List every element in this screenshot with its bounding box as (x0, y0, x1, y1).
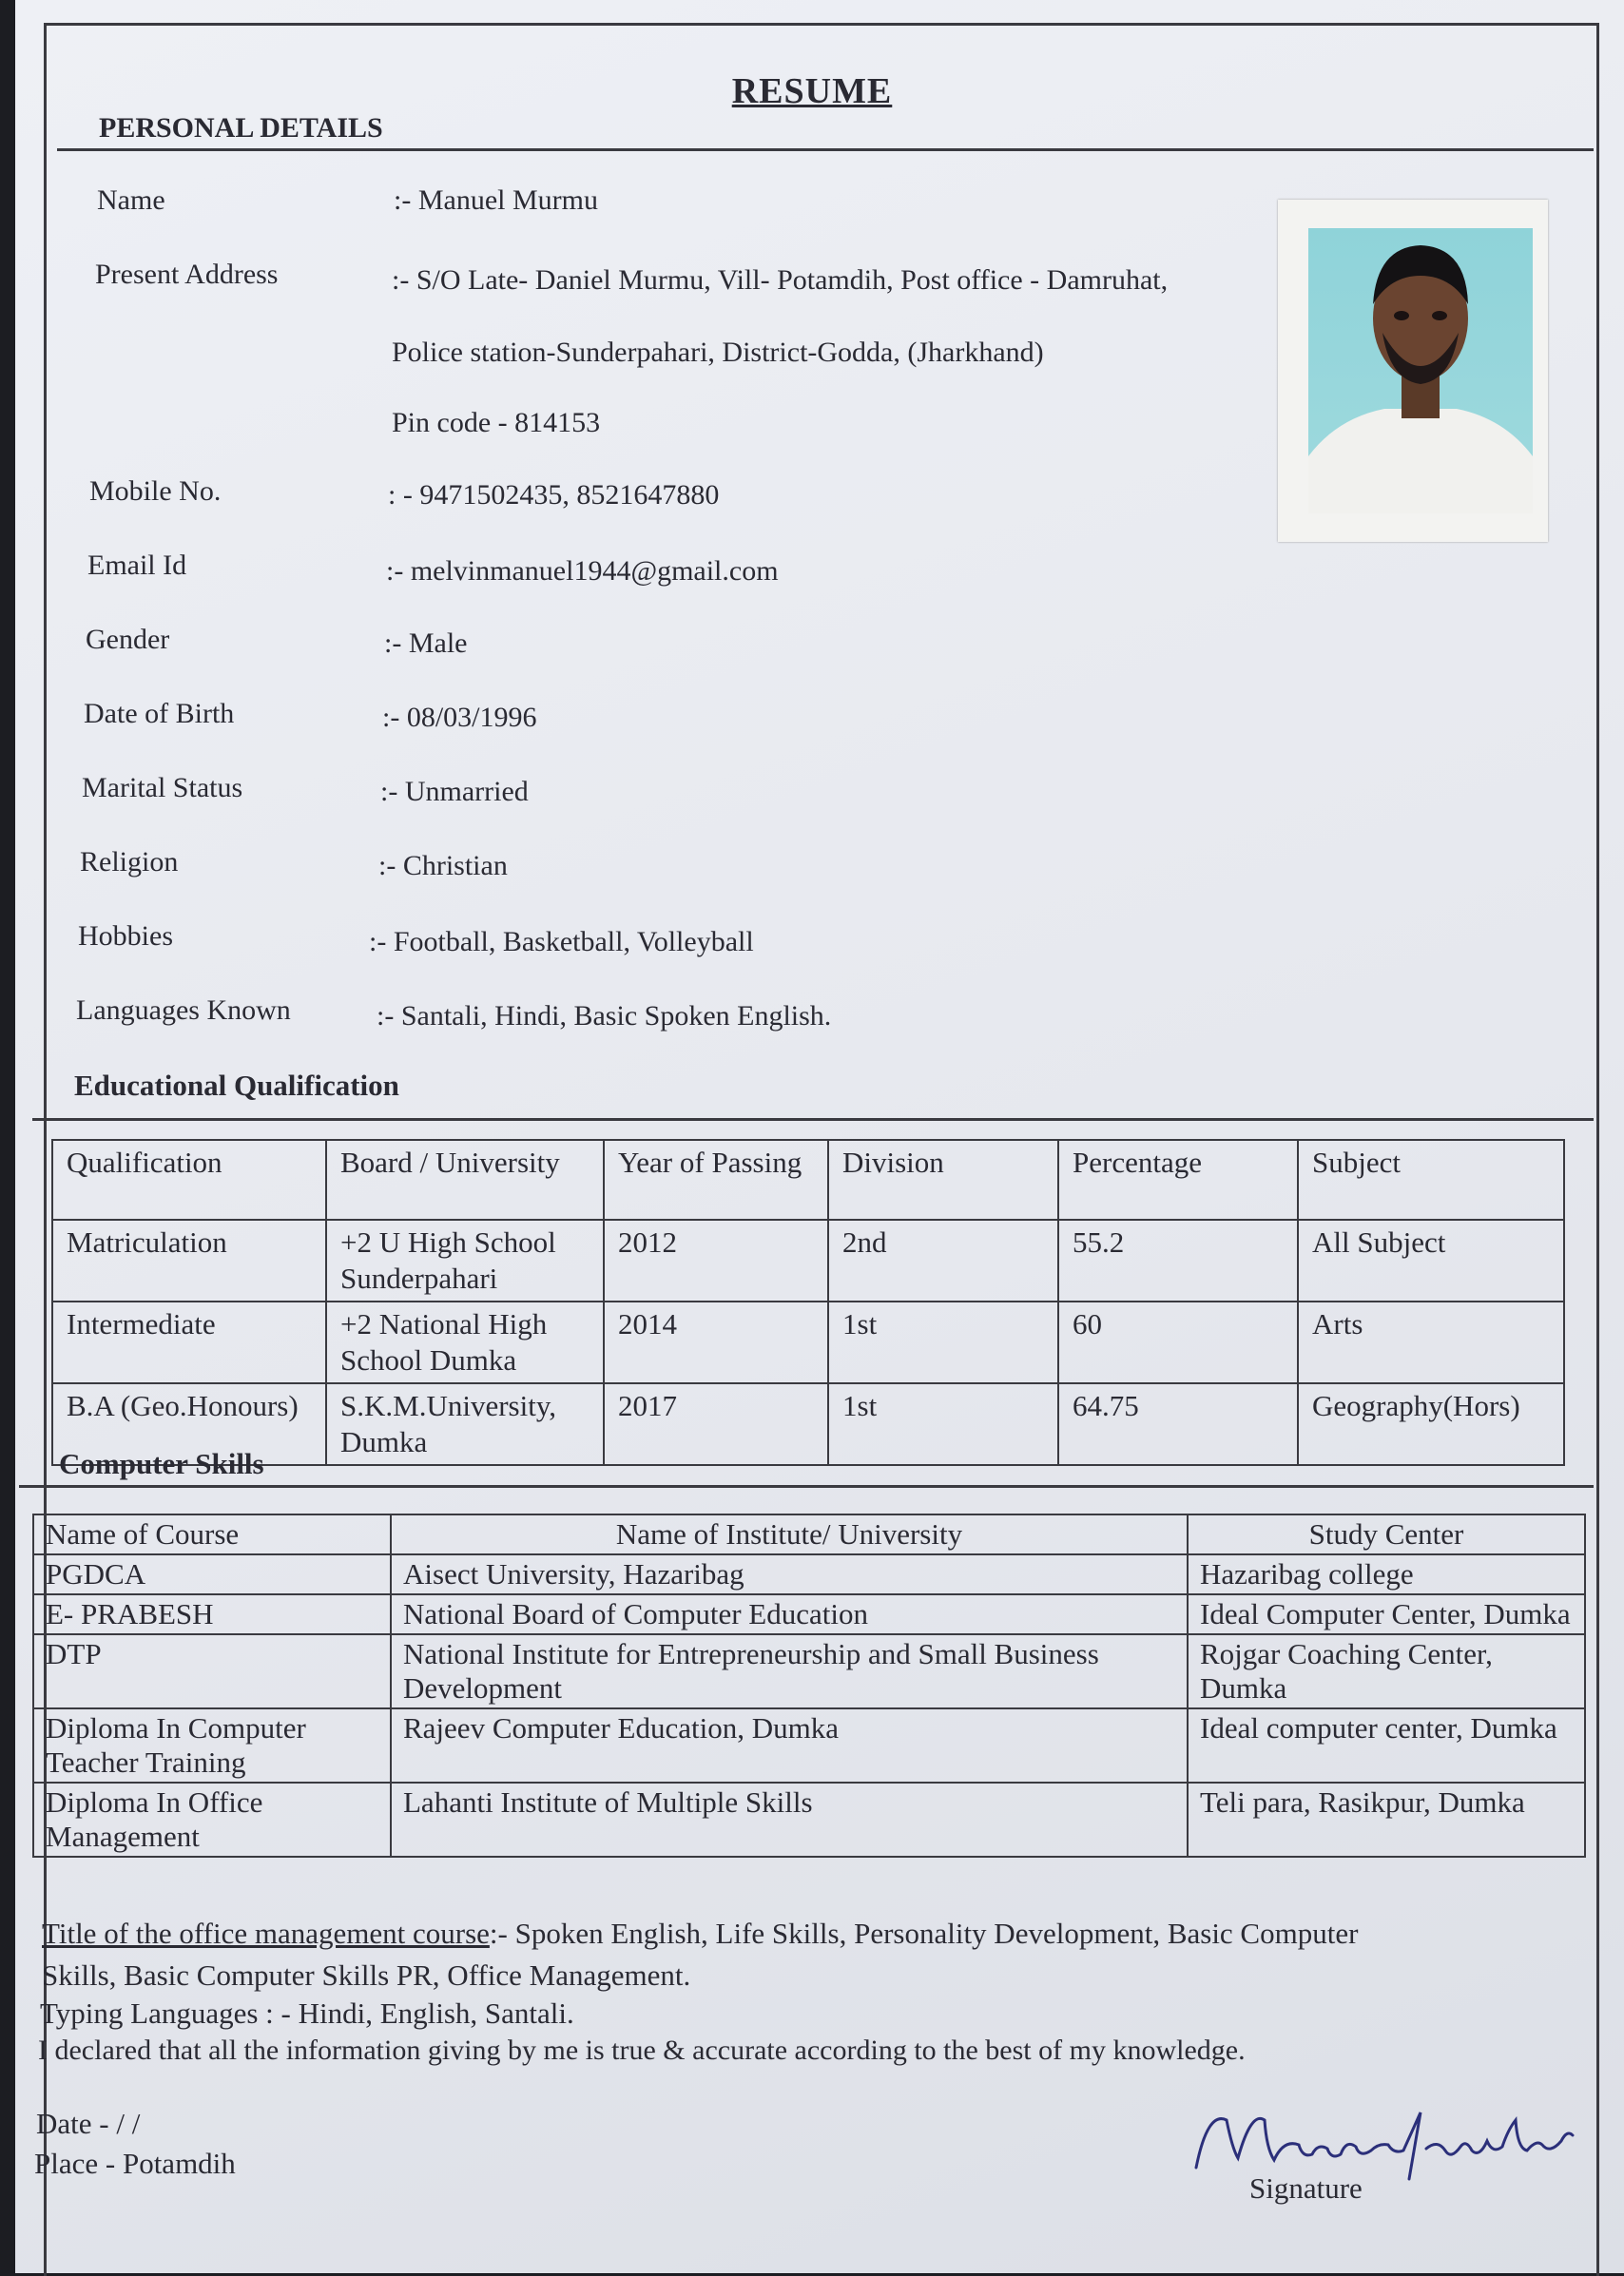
declaration: I declared that all the information giving by me is true & accurate according to the best of my knowledge. (38, 2035, 1246, 2066)
division-cell: 1st (828, 1302, 1058, 1383)
education-header-row (52, 1140, 1564, 1220)
header-rule (57, 148, 1594, 151)
education-heading: Educational Qualification (74, 1069, 399, 1102)
board-cell: S.K.M.University, Dumka (326, 1383, 604, 1465)
division-cell: 2nd (828, 1220, 1058, 1302)
languages-label: Languages Known (76, 994, 291, 1026)
mobile-label: Mobile No. (89, 475, 222, 507)
header-subject: Subject (1298, 1140, 1564, 1220)
subject-cell: Geography(Hors) (1298, 1383, 1564, 1465)
education-table (51, 1139, 1565, 1466)
institute-cell: National Board of Computer Education (391, 1594, 1188, 1634)
marital-label: Marital Status (82, 772, 243, 803)
study-center-cell: Hazaribag college (1188, 1554, 1585, 1594)
subject-cell: Arts (1298, 1302, 1564, 1383)
study-center-cell: Teli para, Rasikpur, Dumka (1188, 1783, 1585, 1857)
institute-cell: National Institute for Entrepreneurship and Small Business Development (391, 1634, 1188, 1708)
email-label: Email Id (87, 550, 187, 581)
religion-value: :- Christian (378, 850, 508, 881)
photo-image (1308, 228, 1533, 513)
course-cell: Diploma In Office Management (33, 1783, 391, 1857)
handwritten-signature-icon (1189, 2092, 1588, 2187)
table-row (33, 1554, 1585, 1594)
address-label: Present Address (95, 259, 279, 290)
dob-label: Date of Birth (84, 698, 235, 729)
qualification-cell: Intermediate (52, 1302, 326, 1383)
resume-title: RESUME (731, 71, 893, 111)
table-row (33, 1594, 1585, 1634)
course-title-text: :- Spoken English, Life Skills, Personality Development, Basic Computer (489, 1917, 1359, 1950)
address-line-1: :- S/O Late- Daniel Murmu, Vill- Potamdih, Post office - Damruhat, (392, 264, 1169, 296)
computer-skills-heading: Computer Skills (59, 1447, 264, 1480)
course-cell: DTP (33, 1634, 391, 1708)
qualification-cell: B.A (Geo.Honours) (52, 1383, 326, 1465)
table-row (52, 1383, 1564, 1465)
address-line-2: Police station-Sunderpahari, District-Godda, (Jharkhand) (392, 337, 1044, 368)
header-percentage: Percentage (1058, 1140, 1298, 1220)
address-line-3: Pin code - 814153 (392, 407, 601, 438)
header-qualification: Qualification (52, 1140, 326, 1220)
email-value: :- melvinmanuel1944@gmail.com (386, 555, 779, 587)
header-division: Division (828, 1140, 1058, 1220)
hobbies-label: Hobbies (78, 920, 173, 952)
percentage-cell: 64.75 (1058, 1383, 1298, 1465)
signature-label: Signature (1249, 2171, 1363, 2205)
course-cell: PGDCA (33, 1554, 391, 1594)
board-cell: +2 National High School Dumka (326, 1302, 604, 1383)
division-cell: 1st (828, 1383, 1058, 1465)
languages-value: :- Santali, Hindi, Basic Spoken English. (377, 1000, 832, 1032)
person-portrait-icon (1308, 228, 1533, 513)
gender-label: Gender (86, 624, 170, 655)
study-center-cell: Ideal Computer Center, Dumka (1188, 1594, 1585, 1634)
qualification-cell: Matriculation (52, 1220, 326, 1302)
computer-skills-rule (19, 1485, 1594, 1488)
typing-languages: Typing Languages : - Hindi, English, Santali. (40, 1996, 574, 2030)
place-line: Place - Potamdih (34, 2147, 236, 2180)
header-course: Name of Course (33, 1514, 391, 1554)
institute-cell: Aisect University, Hazaribag (391, 1554, 1188, 1594)
board-cell: +2 U High School Sunderpahari (326, 1220, 604, 1302)
study-center-cell: Rojgar Coaching Center, Dumka (1188, 1634, 1585, 1708)
percentage-cell: 60 (1058, 1302, 1298, 1383)
personal-details-heading: PERSONAL DETAILS (99, 112, 383, 144)
course-title-line (42, 1917, 1358, 1951)
marital-value: :- Unmarried (380, 776, 529, 807)
religion-label: Religion (80, 846, 179, 878)
mobile-value: : - 9471502435, 8521647880 (388, 479, 720, 511)
subject-cell: All Subject (1298, 1220, 1564, 1302)
year-cell: 2014 (604, 1302, 828, 1383)
table-row (52, 1302, 1564, 1383)
year-cell: 2017 (604, 1383, 828, 1465)
gender-value: :- Male (384, 627, 468, 659)
date-line: Date - / / (36, 2107, 141, 2140)
name-value: :- Manuel Murmu (394, 184, 598, 216)
course-cell: E- PRABESH (33, 1594, 391, 1634)
header-board: Board / University (326, 1140, 604, 1220)
year-cell: 2012 (604, 1220, 828, 1302)
dob-value: :- 08/03/1996 (382, 702, 537, 733)
course-cell: Diploma In Computer Teacher Training (33, 1708, 391, 1783)
signature-image (1189, 2092, 1588, 2187)
table-row (33, 1634, 1585, 1708)
institute-cell: Lahanti Institute of Multiple Skills (391, 1783, 1188, 1857)
table-row (52, 1220, 1564, 1302)
course-title-line-2: Skills, Basic Computer Skills PR, Office Management. (42, 1958, 691, 1992)
table-row (33, 1708, 1585, 1783)
computer-skills-table (32, 1514, 1586, 1858)
education-rule (32, 1118, 1594, 1121)
study-center-cell: Ideal computer center, Dumka (1188, 1708, 1585, 1783)
profile-photo (1278, 200, 1548, 542)
table-row (33, 1783, 1585, 1857)
computer-header-row (33, 1514, 1585, 1554)
course-title-label: Title of the office management course (42, 1917, 490, 1950)
header-institute: Name of Institute/ University (391, 1514, 1188, 1554)
name-label: Name (97, 184, 165, 216)
institute-cell: Rajeev Computer Education, Dumka (391, 1708, 1188, 1783)
hobbies-value: :- Football, Basketball, Volleyball (369, 926, 754, 957)
percentage-cell: 55.2 (1058, 1220, 1298, 1302)
header-study-center: Study Center (1188, 1514, 1585, 1554)
header-year: Year of Passing (604, 1140, 828, 1220)
